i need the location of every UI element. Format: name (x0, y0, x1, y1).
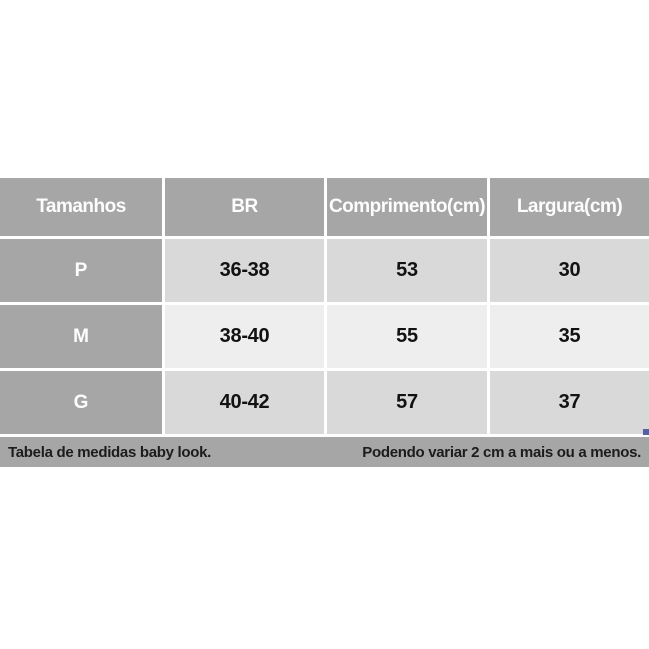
column-header-largura: Largura(cm) (490, 178, 649, 236)
cell-p-br: 36-38 (165, 239, 324, 302)
row-label-m: M (0, 305, 162, 368)
cell-p-comprimento: 53 (327, 239, 487, 302)
cell-m-br: 38-40 (165, 305, 324, 368)
column-header-tamanhos: Tamanhos (0, 178, 162, 236)
cell-g-br: 40-42 (165, 371, 324, 434)
footer-right-note: Podendo variar 2 cm a mais ou a menos. (362, 443, 641, 461)
column-header-br: BR (165, 178, 324, 236)
cell-g-largura: 37 (490, 371, 649, 434)
footer-left-note: Tabela de medidas baby look. (8, 443, 212, 461)
footer-notes (0, 437, 649, 467)
row-label-g: G (0, 371, 162, 434)
column-header-comprimento: Comprimento(cm) (327, 178, 487, 236)
size-chart-table (0, 178, 649, 434)
cell-m-largura: 35 (490, 305, 649, 368)
cell-p-largura: 30 (490, 239, 649, 302)
row-label-p: P (0, 239, 162, 302)
blue-corner-marker (643, 429, 649, 435)
cell-g-comprimento: 57 (327, 371, 487, 434)
cell-m-comprimento: 55 (327, 305, 487, 368)
